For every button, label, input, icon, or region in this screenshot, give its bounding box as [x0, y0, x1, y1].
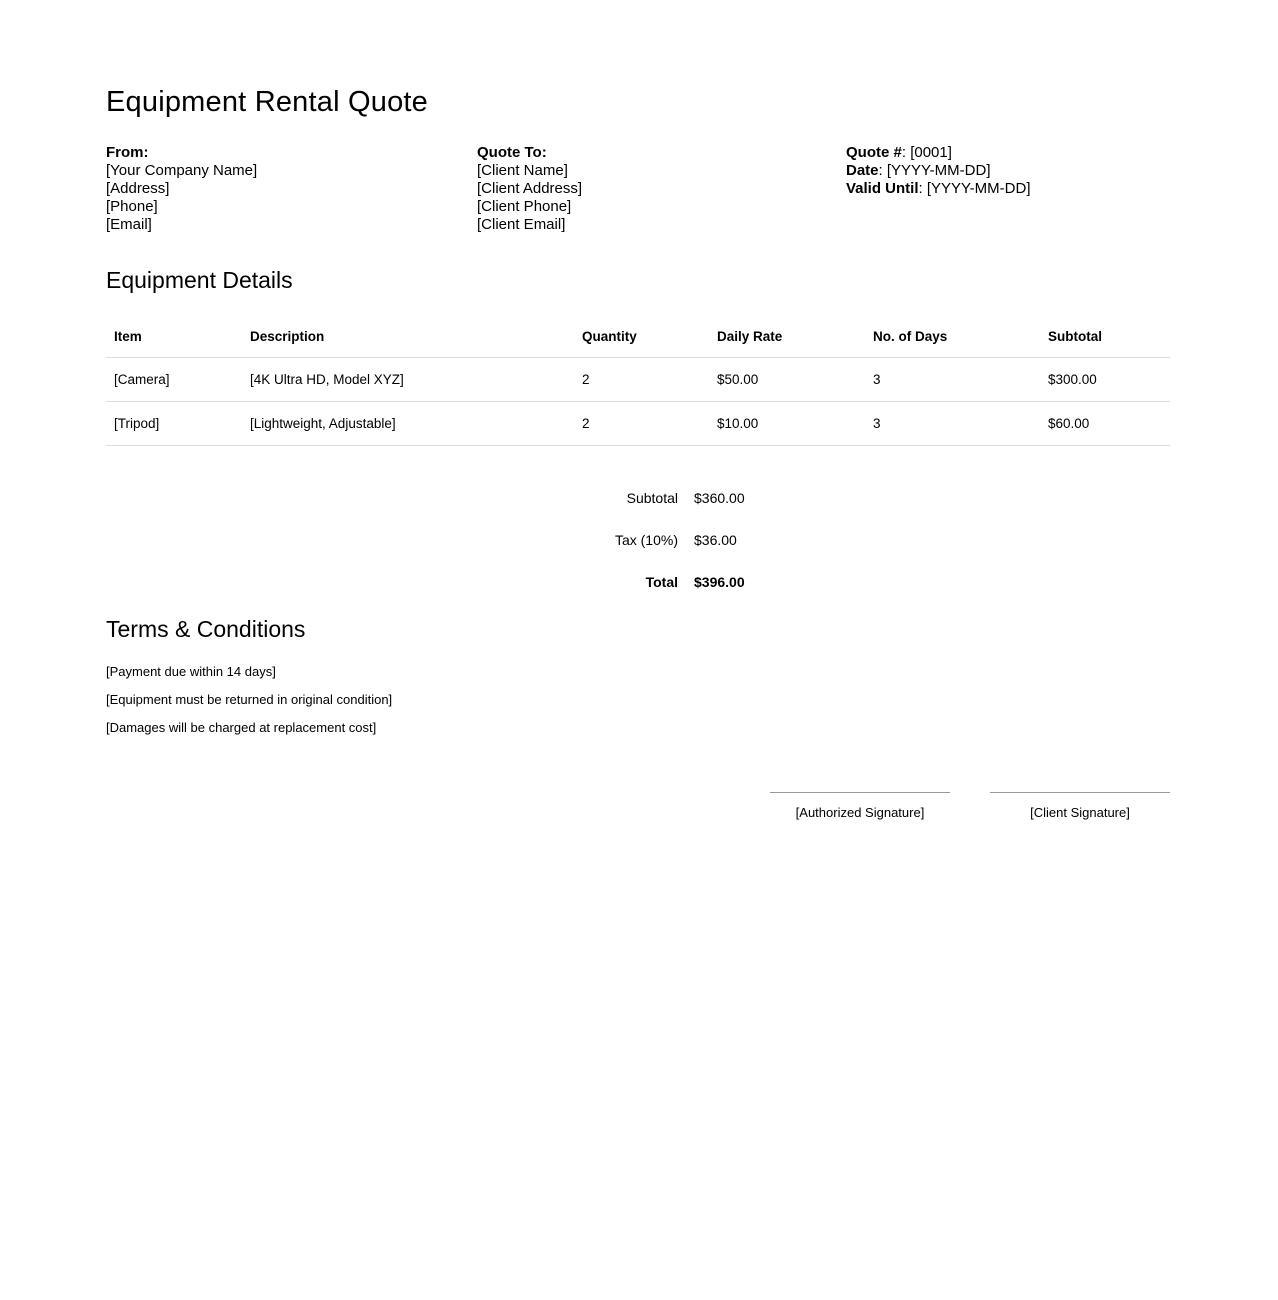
total-row — [106, 574, 1170, 590]
cell-days: 3 — [865, 402, 1040, 446]
totals-section — [106, 490, 1170, 590]
table-header-row — [106, 317, 1170, 358]
cell-item: [Camera] — [106, 358, 242, 402]
terms-heading: Terms & Conditions — [106, 616, 306, 642]
quote-date-line — [846, 162, 1170, 180]
quote-to-block — [477, 144, 846, 234]
col-header-description: Description — [242, 317, 574, 358]
date-label: Date — [846, 162, 879, 179]
client-signature-block — [990, 792, 1170, 820]
terms-item: [Damages will be charged at replacement cost] — [106, 720, 377, 735]
quote-to-label: Quote To: — [477, 144, 547, 161]
terms-list — [106, 665, 1170, 735]
total-value: $396.00 — [694, 574, 745, 590]
cell-description: [Lightweight, Adjustable] — [242, 402, 574, 446]
client-email: [Client Email] — [477, 216, 566, 233]
tax-label: Tax (10%) — [614, 532, 678, 548]
client-address: [Client Address] — [477, 180, 583, 197]
terms-item: [Equipment must be returned in original condition] — [106, 692, 393, 707]
signatures-section — [106, 792, 1170, 820]
client-name: [Client Name] — [477, 162, 568, 179]
quote-meta-block — [846, 144, 1170, 234]
separator: : — [878, 162, 887, 179]
valid-until-line — [846, 180, 1170, 198]
table-row — [106, 402, 1170, 446]
client-signature-label: [Client Signature] — [1030, 805, 1130, 820]
cell-quantity: 2 — [574, 402, 709, 446]
equipment-details-heading: Equipment Details — [106, 267, 293, 293]
header-info — [106, 144, 1170, 234]
cell-description: [4K Ultra HD, Model XYZ] — [242, 358, 574, 402]
cell-daily-rate: $50.00 — [709, 358, 865, 402]
col-header-subtotal: Subtotal — [1040, 317, 1170, 358]
col-header-days: No. of Days — [865, 317, 1040, 358]
col-header-quantity: Quantity — [574, 317, 709, 358]
tax-value: $36.00 — [694, 532, 737, 548]
separator: : — [901, 144, 911, 161]
from-email: [Email] — [106, 216, 152, 233]
authorized-signature-block — [770, 792, 950, 820]
separator: : — [918, 180, 927, 197]
valid-until-label: Valid Until — [846, 180, 919, 197]
cell-subtotal: $60.00 — [1040, 402, 1170, 446]
cell-daily-rate: $10.00 — [709, 402, 865, 446]
cell-quantity: 2 — [574, 358, 709, 402]
total-label: Total — [645, 574, 678, 590]
terms-item: [Payment due within 14 days] — [106, 664, 276, 679]
from-block — [106, 144, 477, 234]
table-row — [106, 358, 1170, 402]
equipment-table — [106, 317, 1170, 446]
from-phone: [Phone] — [106, 198, 158, 215]
col-header-item: Item — [106, 317, 242, 358]
quote-number-value: [0001] — [910, 144, 952, 161]
authorized-signature-label: [Authorized Signature] — [795, 805, 925, 820]
valid-until-value: [YYYY-MM-DD] — [926, 180, 1031, 197]
from-address: [Address] — [106, 180, 170, 197]
from-label: From: — [106, 144, 149, 161]
date-value: [YYYY-MM-DD] — [886, 162, 991, 179]
cell-item: [Tripod] — [106, 402, 242, 446]
subtotal-label: Subtotal — [626, 490, 678, 506]
client-phone: [Client Phone] — [477, 198, 572, 215]
cell-subtotal: $300.00 — [1040, 358, 1170, 402]
subtotal-value: $360.00 — [694, 490, 745, 506]
tax-row — [106, 532, 1170, 548]
quote-number-line — [846, 144, 1170, 162]
from-company: [Your Company Name] — [106, 162, 258, 179]
subtotal-row — [106, 490, 1170, 506]
col-header-daily-rate: Daily Rate — [709, 317, 865, 358]
page-title: Equipment Rental Quote — [106, 86, 428, 118]
quote-number-label: Quote # — [846, 144, 902, 161]
cell-days: 3 — [865, 358, 1040, 402]
